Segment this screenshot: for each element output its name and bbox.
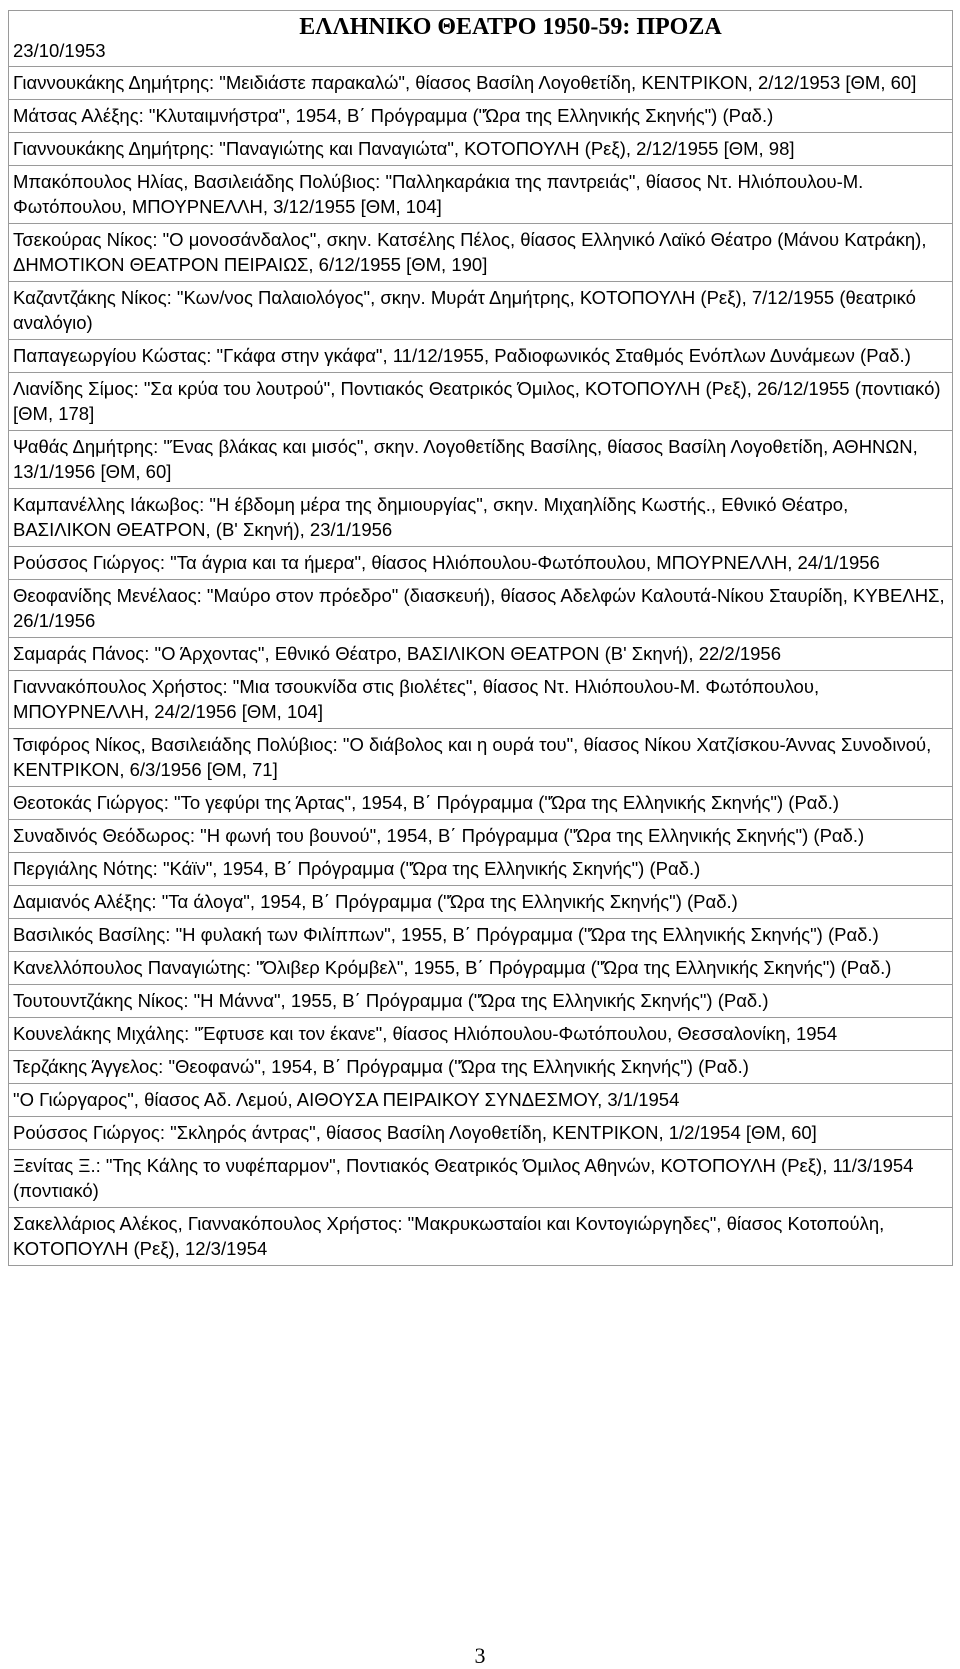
page-title: ΕΛΛΗΝΙΚΟ ΘΕΑΤΡΟ 1950-59: ΠΡΟΖΑ — [299, 14, 722, 40]
table-row — [9, 1208, 953, 1266]
entry-cell: Βασιλικός Βασίλης: "Η φυλακή των Φιλίππων", 1955, Β΄ Πρόγραμμα ("Ώρα της Ελληνικής Σκηνής") (Ραδ.) — [9, 919, 953, 952]
table-row — [9, 580, 953, 638]
table-row — [9, 224, 953, 282]
entry-cell: Ρούσσος Γιώργος: "Σκληρός άντρας", θίασος Βασίλη Λογοθετίδη, ΚΕΝΤΡΙΚΟΝ, 1/2/1954 [ΘΜ, 60] — [9, 1117, 953, 1150]
table-row — [9, 166, 953, 224]
entry-cell: Τσιφόρος Νίκος, Βασιλειάδης Πολύβιος: "Ο διάβολος και η ουρά του", θίασος Νίκου Χατζίσκου-Άννας Συνοδινού, ΚΕΝΤΡΙΚΟΝ, 6/3/1956 [ΘΜ, 71] — [9, 729, 953, 787]
table-row — [9, 853, 953, 886]
table-row — [9, 1018, 953, 1051]
table-row — [9, 1084, 953, 1117]
table-row — [9, 1150, 953, 1208]
entry-cell: Παπαγεωργίου Κώστας: "Γκάφα στην γκάφα", 11/12/1955, Ραδιοφωνικός Σταθμός Ενόπλων Δυνάμεων (Ραδ.) — [9, 340, 953, 373]
table-row — [9, 729, 953, 787]
header-date: 23/10/1953 — [13, 40, 106, 61]
entry-cell: Σαμαράς Πάνος: "Ο Άρχοντας", Εθνικό Θέατρο, ΒΑΣΙΛΙΚΟΝ ΘΕΑΤΡΟΝ (Β' Σκηνή), 22/2/1956 — [9, 638, 953, 671]
table-row — [9, 886, 953, 919]
entry-cell: Γιαννακόπουλος Χρήστος: "Μια τσουκνίδα στις βιολέτες", θίασος Ντ. Ηλιόπουλου-Μ. Φωτόπουλου, ΜΠΟΥΡΝΕΛΛΗ, 24/2/1956 [ΘΜ, 104] — [9, 671, 953, 729]
table-row — [9, 373, 953, 431]
table-row — [9, 340, 953, 373]
table-row — [9, 489, 953, 547]
table-row — [9, 919, 953, 952]
entry-cell: Τσεκούρας Νίκος: "Ο μονοσάνδαλος", σκην. Κατσέλης Πέλος, θίασος Ελληνικό Λαϊκό Θέατρο (Μάνου Κατράκη), ΔΗΜΟΤΙΚΟΝ ΘΕΑΤΡΟΝ ΠΕΙΡΑΙΩΣ, 6/12/1955 [ΘΜ, 190] — [9, 224, 953, 282]
entry-cell: Σακελλάριος Αλέκος, Γιαννακόπουλος Χρήστος: "Μακρυκωσταίοι και Κοντογιώργηδες", θίασος Κοτοπούλη, ΚΟΤΟΠΟΥΛΗ (Ρεξ), 12/3/1954 — [9, 1208, 953, 1266]
table-row — [9, 952, 953, 985]
entry-cell: Δαμιανός Αλέξης: "Τα άλογα", 1954, Β΄ Πρόγραμμα ("Ώρα της Ελληνικής Σκηνής") (Ραδ.) — [9, 886, 953, 919]
table-row — [9, 671, 953, 729]
table-row — [9, 985, 953, 1018]
table-row — [9, 1051, 953, 1084]
table-row — [9, 547, 953, 580]
entry-cell: Γιαννουκάκης Δημήτρης: "Μειδιάστε παρακαλώ", θίασος Βασίλη Λογοθετίδη, ΚΕΝΤΡΙΚΟΝ, 2/12/1953 [ΘΜ, 60] — [9, 67, 953, 100]
entry-cell: Τουτουντζάκης Νίκος: "Η Μάννα", 1955, Β΄ Πρόγραμμα ("Ώρα της Ελληνικής Σκηνής") (Ραδ.) — [9, 985, 953, 1018]
entry-cell: Γιαννουκάκης Δημήτρης: "Παναγιώτης και Παναγιώτα", ΚΟΤΟΠΟΥΛΗ (Ρεξ), 2/12/1955 [ΘΜ, 98] — [9, 133, 953, 166]
page-number: 3 — [474, 1643, 486, 1668]
entry-cell: Ψαθάς Δημήτρης: "Ένας βλάκας και μισός", σκην. Λογοθετίδης Βασίλης, θίασος Βασίλη Λογοθετίδη, ΑΘΗΝΩΝ, 13/1/1956 [ΘΜ, 60] — [9, 431, 953, 489]
table-row — [9, 133, 953, 166]
header-cell — [9, 11, 953, 67]
table-row — [9, 787, 953, 820]
entry-cell: Συναδινός Θεόδωρος: "Η φωνή του βουνού", 1954, Β΄ Πρόγραμμα ("Ώρα της Ελληνικής Σκηνής") (Ραδ.) — [9, 820, 953, 853]
entry-cell: Καμπανέλλης Ιάκωβος: "Η έβδομη μέρα της δημιουργίας", σκην. Μιχαηλίδης Κωστής., Εθνικό Θέατρο, ΒΑΣΙΛΙΚΟΝ ΘΕΑΤΡΟΝ, (Β' Σκηνή), 23/1/1956 — [9, 489, 953, 547]
header-row — [9, 11, 953, 67]
table-row — [9, 820, 953, 853]
entry-cell: Περγιάλης Νότης: "Κάϊν", 1954, Β΄ Πρόγραμμα ("Ώρα της Ελληνικής Σκηνής") (Ραδ.) — [9, 853, 953, 886]
entries-table — [8, 10, 953, 1266]
entry-cell: Ρούσσος Γιώργος: "Τα άγρια και τα ήμερα", θίασος Ηλιόπουλου-Φωτόπουλου, ΜΠΟΥΡΝΕΛΛΗ, 24/1/1956 — [9, 547, 953, 580]
entry-cell: Μάτσας Αλέξης: "Κλυταιμνήστρα", 1954, Β΄ Πρόγραμμα ("Ώρα της Ελληνικής Σκηνής") (Ραδ.) — [9, 100, 953, 133]
entry-cell: Καζαντζάκης Νίκος: "Κων/νος Παλαιολόγος", σκην. Μυράτ Δημήτρης, ΚΟΤΟΠΟΥΛΗ (Ρεξ), 7/12/1955 (θεατρικό αναλόγιο) — [9, 282, 953, 340]
entries-table-body — [9, 11, 953, 1266]
table-row — [9, 100, 953, 133]
table-row — [9, 431, 953, 489]
entry-cell: Μπακόπουλος Ηλίας, Βασιλειάδης Πολύβιος: "Παλληκαράκια της παντρειάς", θίασος Ντ. Ηλιόπουλου-Μ. Φωτόπουλου, ΜΠΟΥΡΝΕΛΛΗ, 3/12/1955 [ΘΜ, 104] — [9, 166, 953, 224]
entry-cell: "Ο Γιώργαρος", θίασος Αδ. Λεμού, ΑΙΘΟΥΣΑ ΠΕΙΡΑΙΚΟΥ ΣΥΝΔΕΣΜΟΥ, 3/1/1954 — [9, 1084, 953, 1117]
entry-cell: Λιανίδης Σίμος: "Σα κρύα του λουτρού", Ποντιακός Θεατρικός Όμιλος, ΚΟΤΟΠΟΥΛΗ (Ρεξ), 26/12/1955 (ποντιακό) [ΘΜ, 178] — [9, 373, 953, 431]
entry-cell: Θεοτοκάς Γιώργος: "Το γεφύρι της Άρτας", 1954, Β΄ Πρόγραμμα ("Ώρα της Ελληνικής Σκηνής") (Ραδ.) — [9, 787, 953, 820]
entry-cell: Ξενίτας Ξ.: "Της Κάλης το νυφέπαρμον", Ποντιακός Θεατρικός Όμιλος Αθηνών, ΚΟΤΟΠΟΥΛΗ (Ρεξ), 11/3/1954 (ποντιακό) — [9, 1150, 953, 1208]
entry-cell: Θεοφανίδης Μενέλαος: "Μαύρο στον πρόεδρο" (διασκευή), θίασος Αδελφών Καλουτά-Νίκου Σταυρίδη, ΚΥΒΕΛΗΣ, 26/1/1956 — [9, 580, 953, 638]
entry-cell: Κανελλόπουλος Παναγιώτης: "Όλιβερ Κρόμβελ", 1955, Β΄ Πρόγραμμα ("Ώρα της Ελληνικής Σκηνής") (Ραδ.) — [9, 952, 953, 985]
entry-cell: Τερζάκης Άγγελος: "Θεοφανώ", 1954, Β΄ Πρόγραμμα ("Ώρα της Ελληνικής Σκηνής") (Ραδ.) — [9, 1051, 953, 1084]
table-row — [9, 67, 953, 100]
table-row — [9, 1117, 953, 1150]
table-row — [9, 282, 953, 340]
entry-cell: Κουνελάκης Μιχάλης: "Έφτυσε και τον έκανε", θίασος Ηλιόπουλου-Φωτόπουλου, Θεσσαλονίκη, 1954 — [9, 1018, 953, 1051]
table-row — [9, 638, 953, 671]
